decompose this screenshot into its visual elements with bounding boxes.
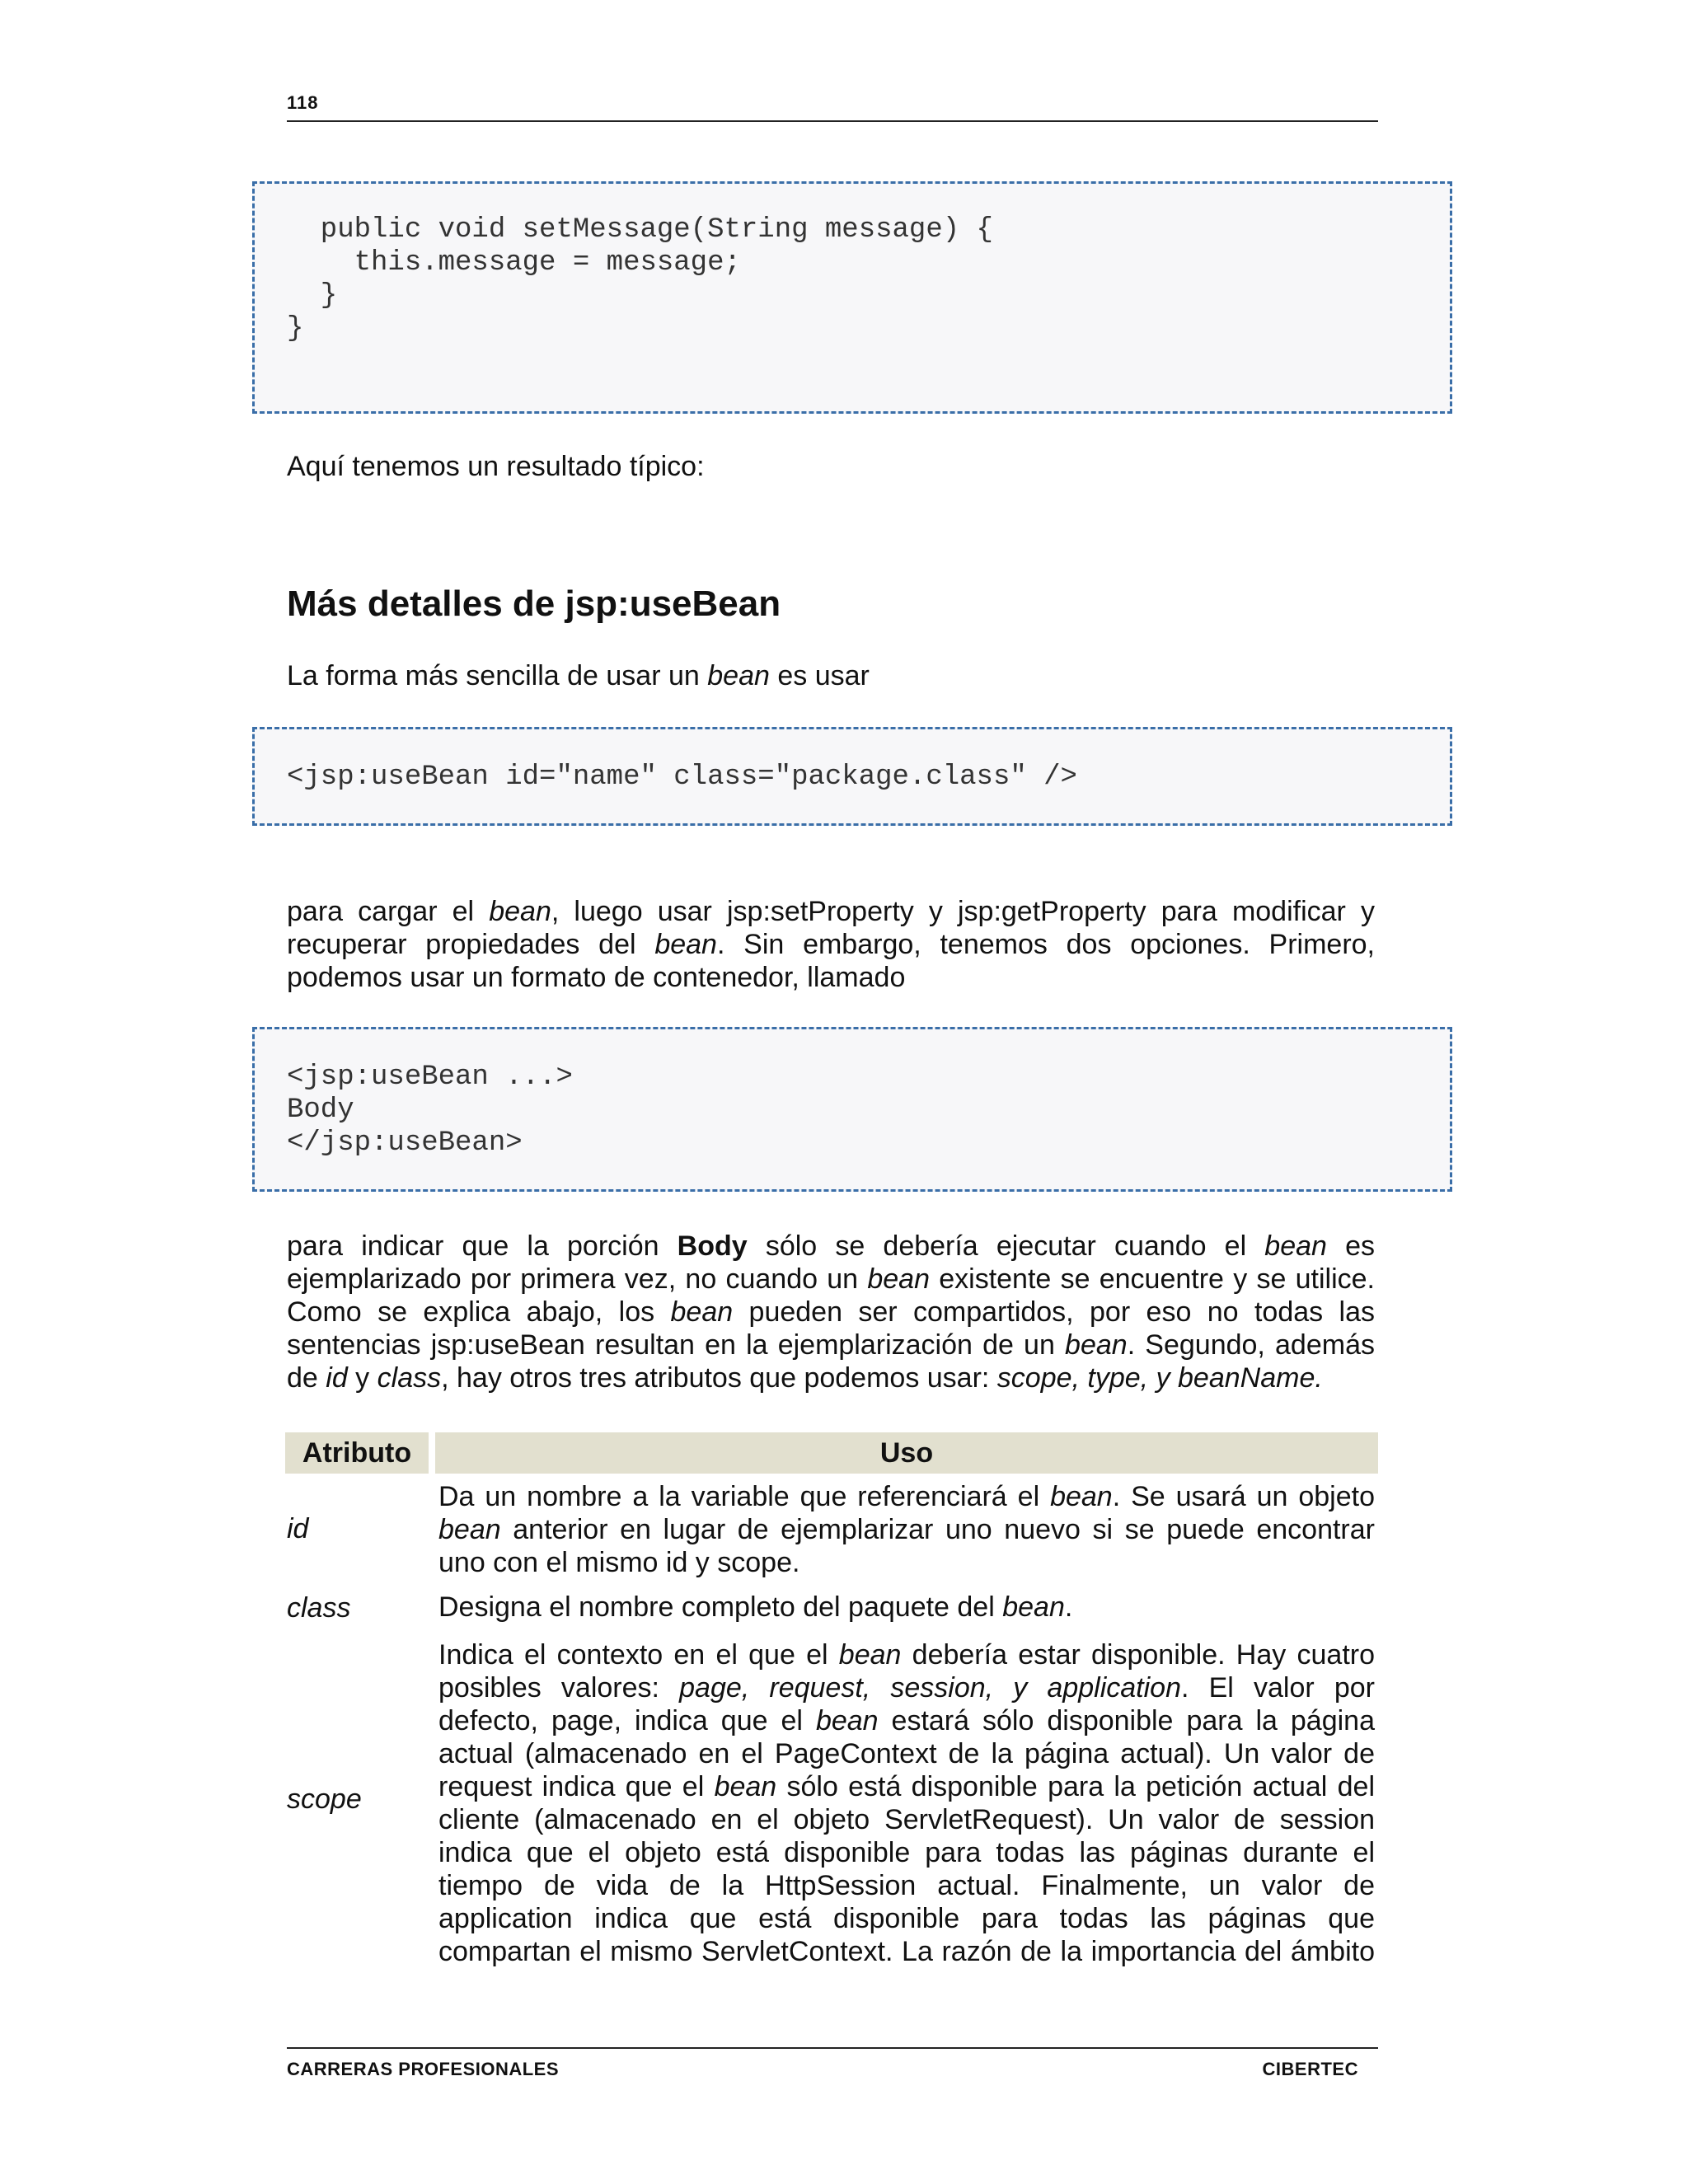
table-attr-scope: scope (287, 1783, 362, 1815)
table-cell-line: cliente (almacenado en el objeto ServletRequest). Un valor de session (438, 1804, 1375, 1835)
paragraph-3-line: de id y class, hay otros tres atributos que podemos usar: scope, type, y beanName. (287, 1362, 1323, 1394)
table-cell-line: bean anterior en lugar de ejemplarizar uno nuevo si se puede encontrar (438, 1514, 1375, 1545)
paragraph-2-line: podemos usar un formato de contenedor, llamado (287, 962, 906, 993)
table-cell-line: Indica el contexto en el que el bean debería estar disponible. Hay cuatro (438, 1639, 1375, 1671)
paragraph-1: La forma más sencilla de usar un bean es usar (287, 660, 870, 691)
table-cell-line: posibles valores: page, request, session, y application. El valor por (438, 1672, 1375, 1704)
paragraph-2-line: recuperar propiedades del bean. Sin embargo, tenemos dos opciones. Primero, (287, 929, 1375, 960)
paragraph-2-line: para cargar el bean, luego usar jsp:setProperty y jsp:getProperty para modificar y (287, 896, 1375, 927)
page-number: 118 (287, 92, 319, 113)
table-cell-line: compartan el mismo ServletContext. La razón de la importancia del ámbito (438, 1936, 1375, 1967)
code-line: <jsp:useBean ...> (287, 1062, 573, 1093)
code-line: public void setMessage(String message) { (287, 214, 993, 246)
intro-text: Aquí tenemos un resultado típico: (287, 451, 705, 482)
table-cell-line: uno con el mismo id y scope. (438, 1547, 800, 1578)
code-line: </jsp:useBean> (287, 1127, 523, 1159)
page-footer (287, 2047, 1378, 2079)
table-header-attribute: Atributo (285, 1432, 429, 1474)
code-line: <jsp:useBean id="name" class="package.class" /> (287, 762, 1077, 793)
footer-right-text: CIBERTEC (1262, 2059, 1358, 2079)
table-attr-id: id (287, 1513, 309, 1544)
table-cell-line: request indica que el bean sólo está disponible para la petición actual del (438, 1771, 1375, 1802)
paragraph-3-line: para indicar que la porción Body sólo se debería ejecutar cuando el bean es (287, 1230, 1375, 1262)
page-header (287, 92, 1378, 122)
section-title: Más detalles de jsp:useBean (287, 583, 781, 624)
paragraph-3-line: Como se explica abajo, los bean pueden ser compartidos, por eso no todas las (287, 1296, 1375, 1328)
table-cell-line: application indica que está disponible para todas las páginas que (438, 1903, 1375, 1934)
code-line: this.message = message; (287, 247, 741, 279)
table-attr-class: class (287, 1592, 351, 1624)
table-cell-line: Designa el nombre completo del paquete del bean. (438, 1591, 1073, 1623)
code-line: } (287, 280, 338, 312)
table-cell-line: defecto, page, indica que el bean estará sólo disponible para la página (438, 1705, 1375, 1736)
code-line: Body (287, 1094, 354, 1126)
table-header-usage: Uso (435, 1432, 1378, 1474)
code-block-3 (252, 1027, 1452, 1192)
paragraph-3-line: sentencias jsp:useBean resultan en la ejemplarización de un bean. Segundo, además (287, 1329, 1375, 1361)
table-cell-line: actual (almacenado en el PageContext de la página actual). Un valor de (438, 1738, 1375, 1769)
table-cell-line: Da un nombre a la variable que referenciará el bean. Se usará un objeto (438, 1481, 1375, 1512)
table-cell-line: indica que el objeto está disponible para todas las páginas durante el (438, 1837, 1375, 1868)
table-cell-line: tiempo de vida de la HttpSession actual. Finalmente, un valor de (438, 1870, 1375, 1901)
footer-left-text: CARRERAS PROFESIONALES (287, 2059, 560, 2079)
code-line: } (287, 313, 304, 344)
paragraph-3-line: ejemplarizado por primera vez, no cuando un bean existente se encuentre y se utilice. (287, 1263, 1375, 1295)
